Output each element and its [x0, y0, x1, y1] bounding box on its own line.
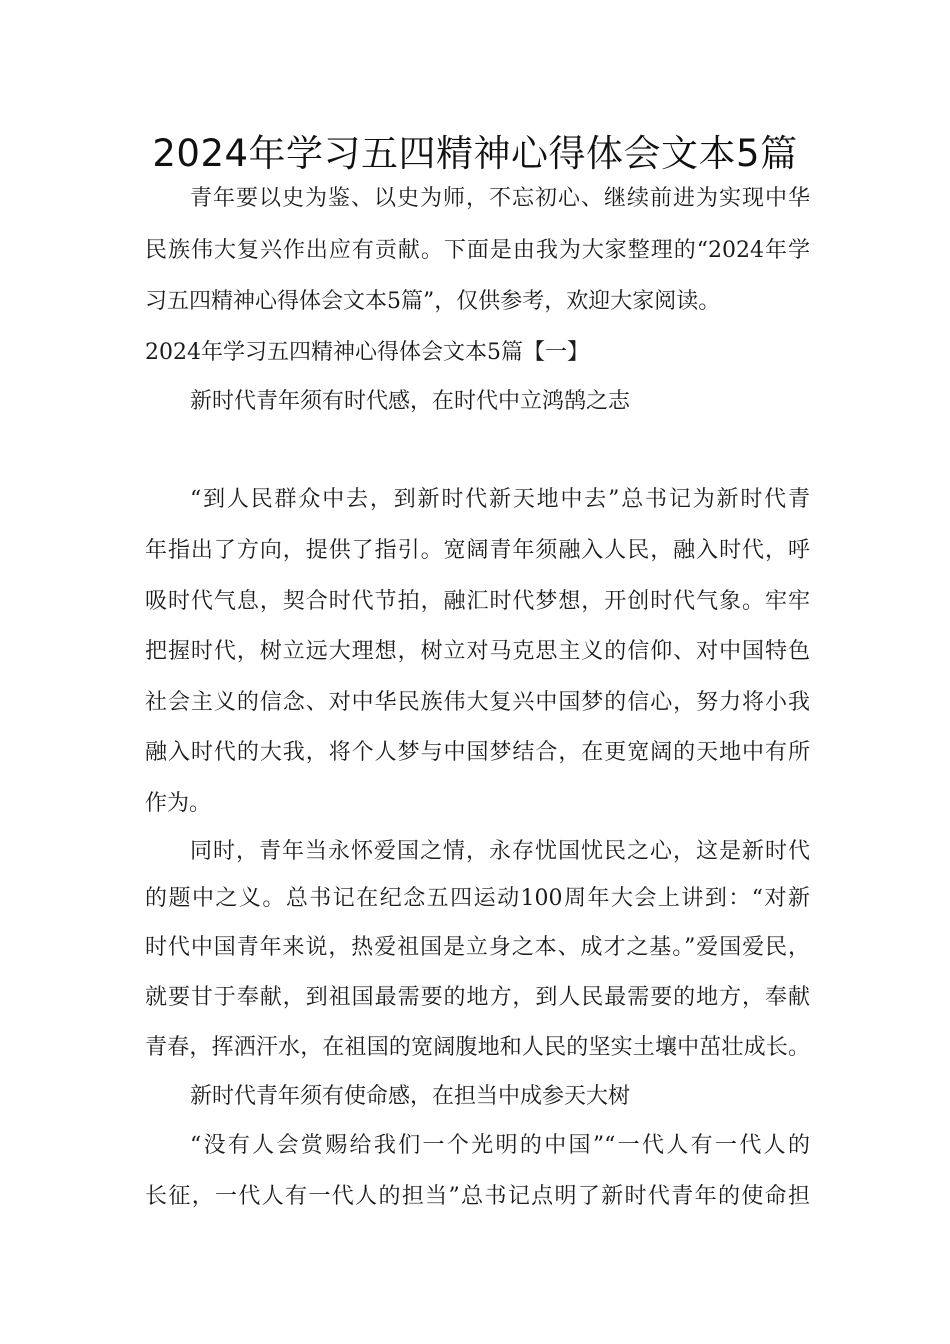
text-line: 就要甘于奉献，到祖国最需要的地方，到人民最需要的地方，奉献	[145, 985, 810, 1010]
text-line: 长征，一代人有一代人的担当”总书记点明了新时代青年的使命担	[145, 1184, 810, 1209]
text-line: 的题中之义。总书记在纪念五四运动100周年大会上讲到：“对新	[145, 886, 810, 911]
document-title: 2024年学习五四精神心得体会文本5篇	[152, 132, 798, 175]
section-heading: 2024年学习五四精神心得体会文本5篇【一】	[145, 340, 589, 365]
text-line: 习五四精神心得体会文本5篇”，仅供参考，欢迎大家阅读。	[145, 289, 721, 314]
subheading: 新时代青年须有时代感，在时代中立鸿鹄之志	[190, 389, 631, 414]
text-line: 作为。	[145, 791, 212, 816]
text-line: 融入时代的大我，将个人梦与中国梦结合，在更宽阔的天地中有所	[145, 740, 810, 765]
text-line: 青年要以史为鉴、以史为师，不忘初心、继续前进为实现中华	[190, 186, 810, 211]
text-line: 吸时代气息，契合时代节拍，融汇时代梦想，开创时代气象。牢牢	[145, 589, 810, 614]
text-line: 青春，挥洒汗水，在祖国的宽阔腹地和人民的坚实土壤中茁壮成长。	[145, 1035, 810, 1060]
text-line: 同时，青年当永怀爱国之情，永存忧国忧民之心，这是新时代	[190, 839, 810, 864]
text-line: 年指出了方向，提供了指引。宽阔青年须融入人民，融入时代，呼	[145, 538, 810, 563]
subheading: 新时代青年须有使命感，在担当中成参天大树	[190, 1084, 631, 1109]
text-line: 社会主义的信念、对中华民族伟大复兴中国梦的信心，努力将小我	[145, 690, 810, 715]
text-line: 民族伟大复兴作出应有贡献。下面是由我为大家整理的“2024年学	[145, 238, 810, 263]
text-line: 时代中国青年来说，热爱祖国是立身之本、成才之基。”爱国爱民，	[145, 935, 810, 960]
text-line: “到人民群众中去，到新时代新天地中去”总书记为新时代青	[190, 487, 810, 512]
text-line: 把握时代，树立远大理想，树立对马克思主义的信仰、对中国特色	[145, 639, 810, 664]
text-line: “没有人会赏赐给我们一个光明的中国”“一代人有一代人的	[190, 1133, 810, 1158]
